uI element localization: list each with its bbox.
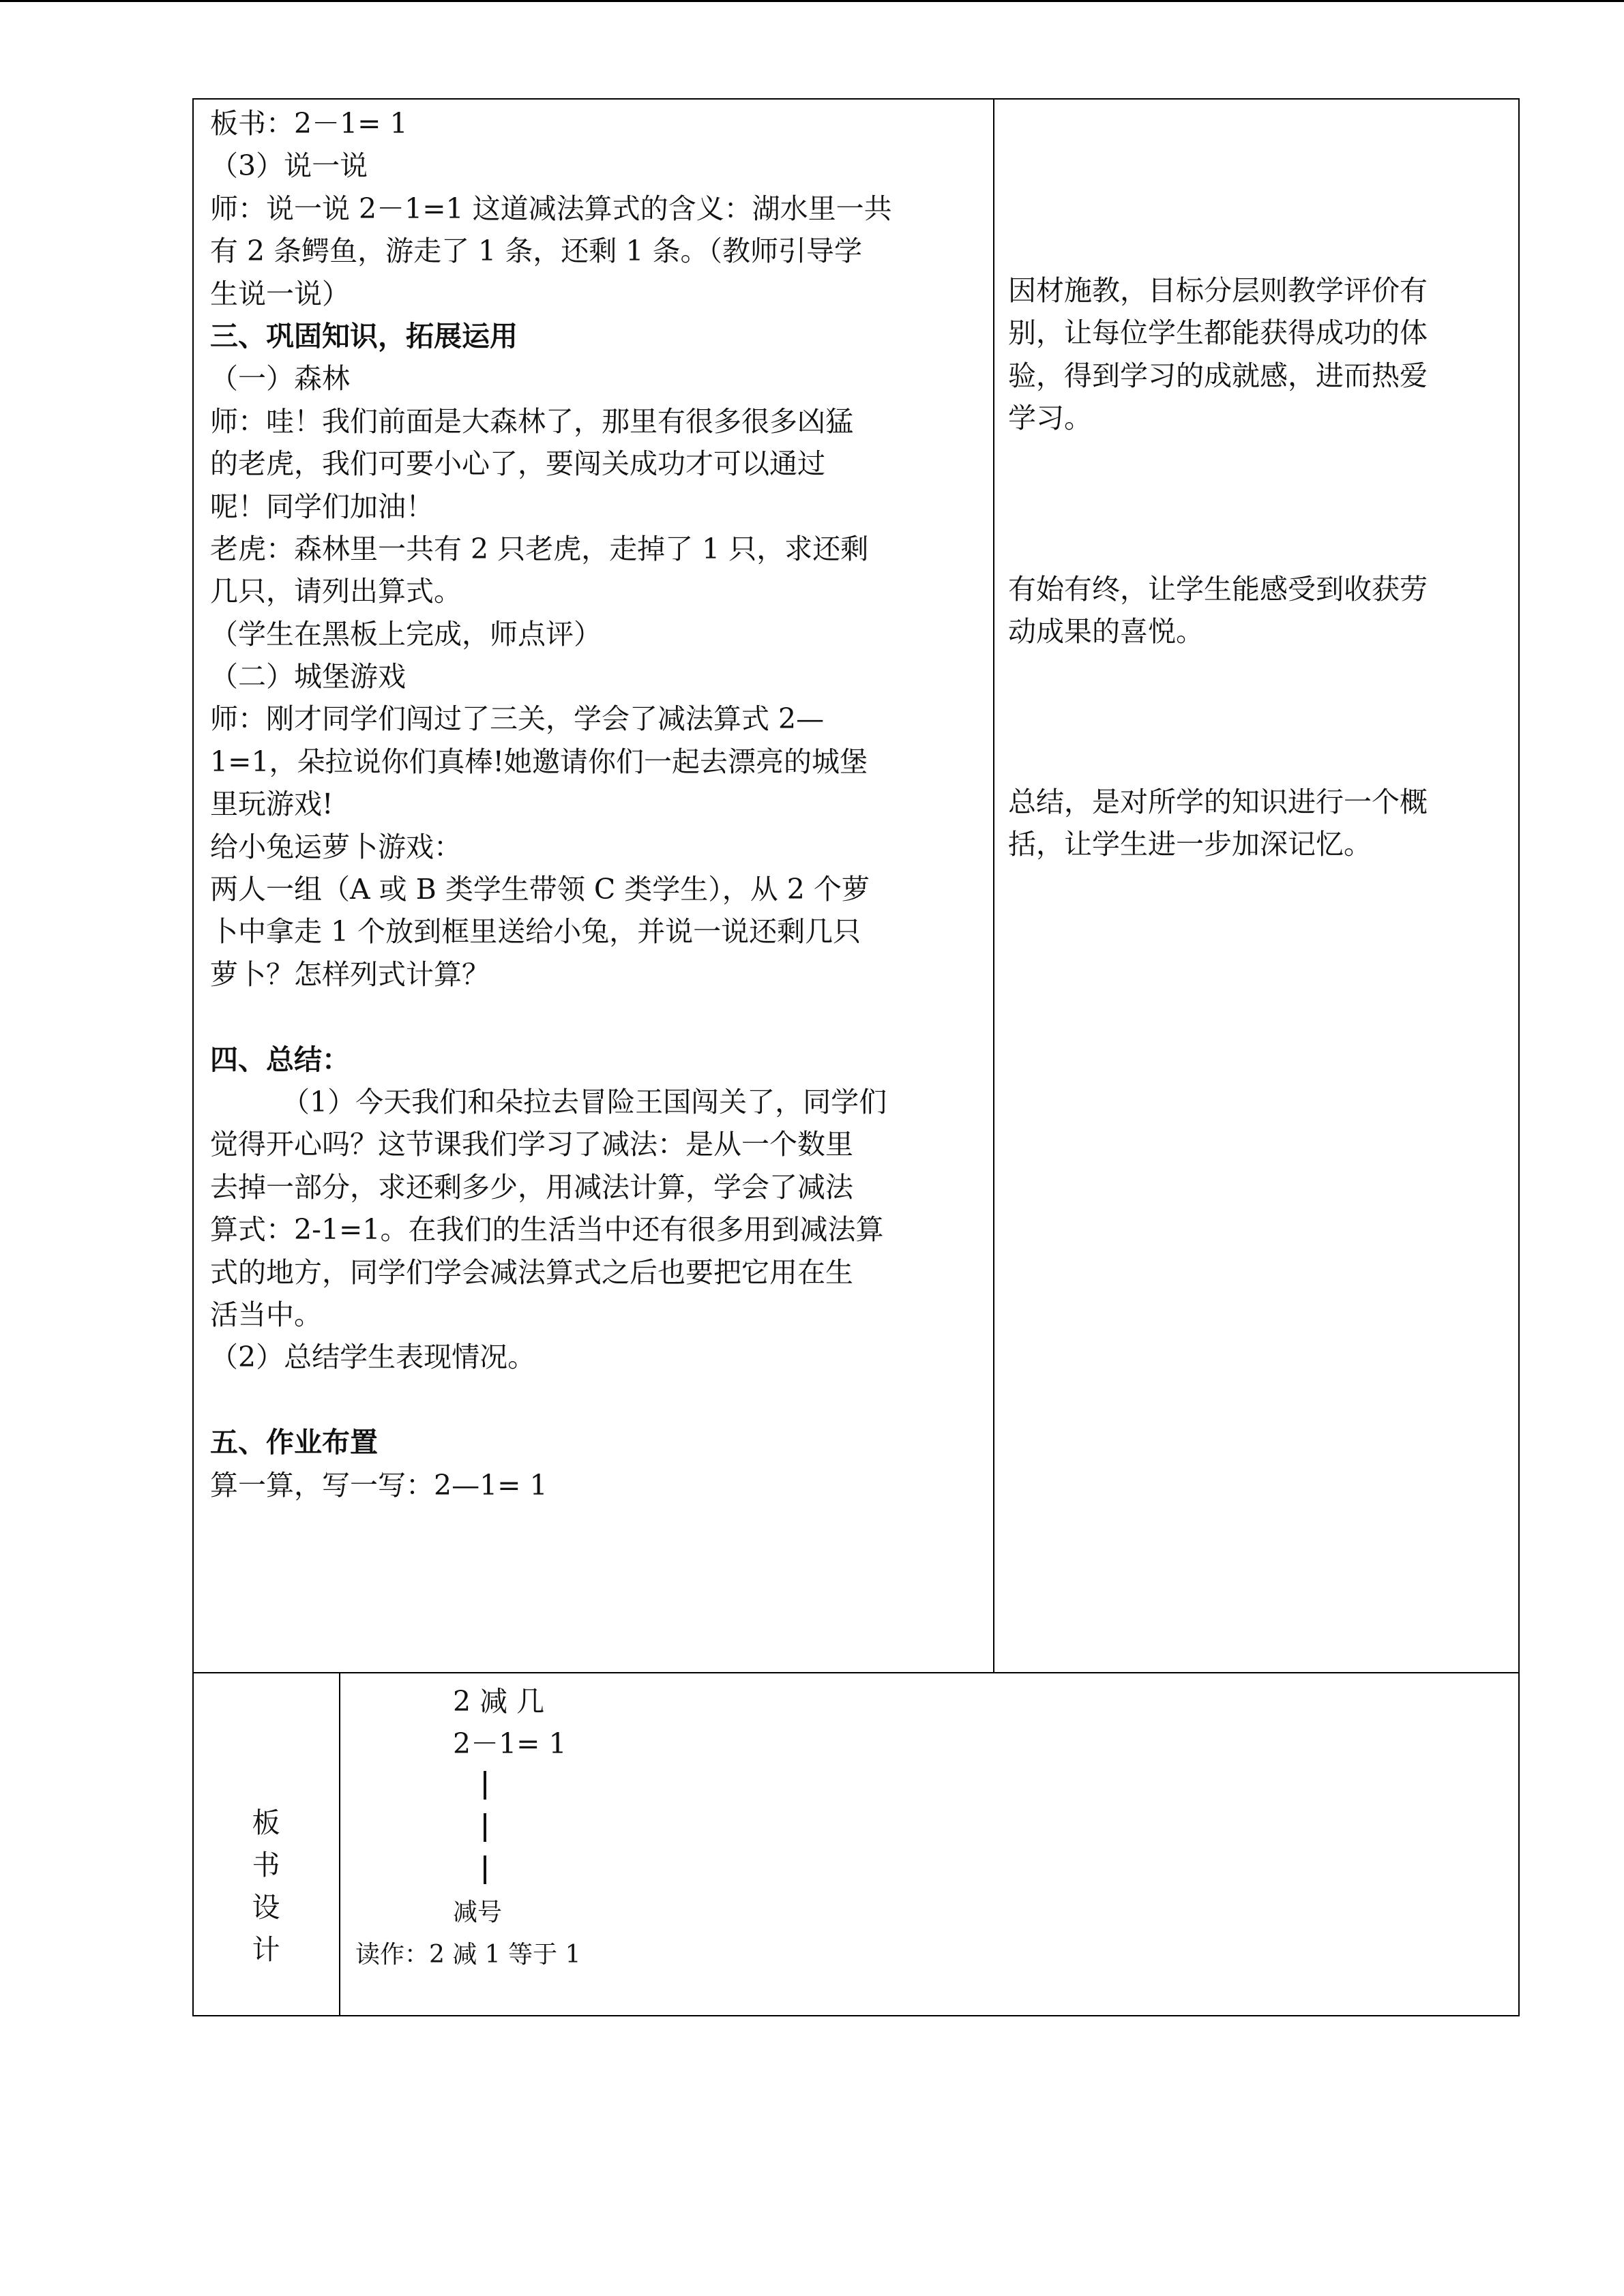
content-line: 算一算，写一写：2—1= 1 (210, 1468, 548, 1502)
column-divider (993, 98, 994, 1673)
label-char: 书 (252, 1849, 280, 1881)
content-line: （一）森林 (210, 362, 350, 396)
design-intent-2 (1008, 568, 1513, 653)
content-line: 有 2 条鳄鱼，游走了 1 条，还剩 1 条。（教师引导学 (210, 235, 862, 268)
label-char: 计 (252, 1933, 280, 1966)
content-line (210, 1379, 981, 1421)
intent-line: 验，得到学习的成就感，进而热爱 (1008, 359, 1428, 392)
section-heading: 四、总结： (210, 1043, 350, 1076)
pointer-line (484, 1855, 486, 1884)
content-line: （学生在黑板上完成，师点评） (210, 617, 602, 651)
design-intent-1 (1008, 269, 1513, 440)
content-line: （3）说一说 (210, 149, 368, 183)
intent-line: 别，让每位学生都能获得成功的体 (1008, 316, 1428, 350)
intent-line: 有始有终，让学生能感受到收获劳 (1008, 573, 1428, 606)
content-line: 师：刚才同学们闯过了三关，学会了减法算式 2— (210, 702, 825, 736)
pointer-line (484, 1813, 486, 1842)
board-label-divider (339, 1672, 340, 2016)
content-line (210, 996, 981, 1038)
teaching-process-column (210, 102, 981, 1506)
content-line: 卜中拿走 1 个放到框里送给小兔，并说一说还剩几只 (210, 915, 861, 949)
content-line: 两人一组（A 或 B 类学生带领 C 类学生），从 2 个萝 (210, 873, 870, 906)
section-heading: 五、作业布置 (210, 1426, 378, 1459)
content-line: 给小兔运萝卜游戏： (210, 830, 462, 863)
content-line: 萝卜？怎样列式计算？ (210, 957, 490, 991)
content-line: 呢！同学们加油！ (210, 490, 434, 523)
reading-text: 读作：2 减 1 等于 1 (355, 1941, 581, 1969)
content-line: 算式：2-1=1。在我们的生活当中还有很多用到减法算 (210, 1213, 884, 1247)
board-equation: 2－1= 1 (453, 1727, 567, 1760)
intent-line: 因材施教，目标分层则教学评价有 (1008, 274, 1428, 307)
content-line: 式的地方，同学们学会减法算式之后也要把它用在生 (210, 1255, 853, 1289)
content-line: 老虎：森林里一共有 2 只老虎，走掉了 1 只，求还剩 (210, 532, 869, 565)
content-line: 觉得开心吗？这节课我们学习了减法：是从一个数里 (210, 1128, 853, 1161)
minus-sign-label: 减号 (453, 1898, 503, 1926)
intent-line: 总结，是对所学的知识进行一个概 (1008, 786, 1428, 818)
content-line: 活当中。 (210, 1298, 322, 1331)
intent-line: 动成果的喜悦。 (1008, 615, 1204, 648)
label-char: 板 (252, 1806, 280, 1839)
board-design-label (249, 1802, 283, 1971)
label-char: 设 (252, 1891, 280, 1924)
page-top-border (0, 0, 1624, 2)
content-line: 板书：2－1= 1 (210, 107, 408, 140)
content-line: 师：哇！我们前面是大森林了，那里有很多很多凶猛 (210, 404, 853, 438)
content-line: （1）今天我们和朵拉去冒险王国闯关了，同学们 (282, 1085, 887, 1118)
content-line: （二）城堡游戏 (210, 660, 406, 694)
intent-line: 括，让学生进一步加深记忆。 (1008, 828, 1372, 861)
intent-line: 学习。 (1008, 402, 1092, 435)
content-line: 去掉一部分，求还剩多少，用减法计算，学会了减法 (210, 1170, 853, 1204)
content-line: 师：说一说 2－1=1 这道减法算式的含义：湖水里一共 (210, 192, 892, 225)
content-line: 生说一说） (210, 277, 350, 310)
content-line: 几只，请列出算式。 (210, 575, 462, 608)
content-line: 的老虎，我们可要小心了，要闯关成功才可以通过 (210, 447, 825, 481)
content-line: （2）总结学生表现情况。 (210, 1341, 536, 1374)
content-line: 1=1，朵拉说你们真棒!她邀请你们一起去漂亮的城堡 (210, 745, 868, 778)
content-line: 里玩游戏! (210, 788, 334, 821)
section-heading: 三、巩固知识，拓展运用 (210, 319, 518, 353)
pointer-line (484, 1771, 486, 1800)
board-title: 2 减 几 (453, 1685, 545, 1718)
design-intent-3 (1008, 781, 1513, 866)
